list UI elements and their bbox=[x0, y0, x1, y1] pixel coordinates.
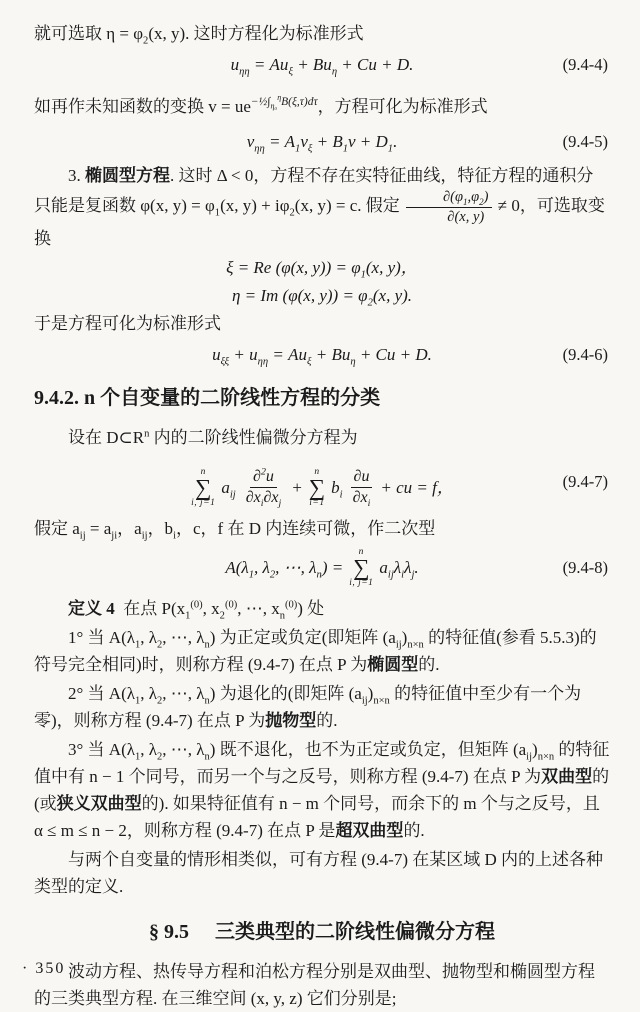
sum1-upper-limit: n bbox=[200, 467, 206, 478]
case-3-text-1: 3° 当 $A(\lambda_1$, $\lambda_2$, ⋯, $\lambda_n$) 既不退化，也不为正定或负定，但矩阵 $(a_{ij})_{n\times n}$ 的特征值中有 n − 1 个同号，而另一个与之反号，则称方程 (9.4-7) 在点 P 为 bbox=[34, 740, 610, 787]
equation-9-4-5 bbox=[34, 129, 610, 155]
equation-9-4-8 bbox=[34, 547, 610, 588]
equation-9-4-8-number: (9.4-8) bbox=[562, 557, 608, 577]
section-9-5-heading bbox=[34, 918, 610, 946]
second-derivative-denominator: $\partial x_i\partial x_j$ bbox=[245, 489, 282, 510]
jacobian-fraction bbox=[406, 189, 492, 225]
equation-9-4-6 bbox=[34, 342, 610, 368]
definition-4-line bbox=[34, 595, 610, 622]
jacobian-denominator: ∂(x, y) bbox=[447, 208, 485, 225]
quadratic-form-rhs: $a_{ij}\lambda_i\lambda_j$. bbox=[379, 557, 419, 581]
term-strict-hyperbolic: 狭义双曲型 bbox=[56, 794, 142, 814]
first-derivative-fraction bbox=[350, 468, 374, 508]
case-1-text: 1° 当 $A(\lambda_1$, $\lambda_2$, ⋯, $\lambda_n$) 为正定或负定(即矩阵 $(a_{ij})_{n\times n}$ 的特征值(参看 5.5.3)的符号完全相同)时，则称方程 (9.4-7) 在点 P 为 bbox=[34, 628, 597, 675]
equation-9-4-4 bbox=[34, 52, 610, 78]
sum3-lower-limit: i, j=1 bbox=[349, 578, 374, 589]
setup-line-text: 设在 $D\subset R^n$ 内的二阶线性偏微分方程为 bbox=[68, 428, 358, 448]
summation-symbol-3 bbox=[349, 547, 373, 588]
case-3-end: 的. bbox=[403, 821, 425, 841]
section-9-4-2-heading: 9.4.2. n 个自变量的二阶线性方程的分类 bbox=[34, 387, 381, 410]
standard-form-line bbox=[34, 310, 610, 337]
equation-9-4-6-number: (9.4-6) bbox=[562, 345, 608, 365]
section-9-5-intro-text: 波动方程、热传导方程和泊松方程分别是双曲型、抛物型和椭圆型方程的三类典型方程. 在三维空间 (x, y, z) 它们分别是; bbox=[34, 962, 595, 1009]
equation-9-4-4-body: $u_{\eta\eta} = Au_\xi + Bu_\eta + Cu + D$. bbox=[230, 55, 414, 78]
term-parabolic: 抛物型 bbox=[265, 711, 317, 731]
equation-9-4-5-number: (9.4-5) bbox=[562, 132, 608, 151]
sum1-lower-limit: i, j=1 bbox=[191, 498, 216, 509]
transform-post-text: ，方程可化为标准形式 bbox=[317, 97, 488, 116]
sum2-upper-limit: n bbox=[314, 467, 320, 478]
case-3-text-3: 的). 如果特征值有 n − m 个同号，而余下的 m 个与之反号，且 α ≤ m ≤ n − 2，则称方程 (9.4-7) 在点 P 是 bbox=[34, 794, 600, 841]
equation-9-4-7-number: (9.4-7) bbox=[562, 472, 608, 492]
first-derivative-denominator: $\partial x_i$ bbox=[352, 489, 371, 510]
assumption-line bbox=[34, 515, 610, 542]
coefficient-b-i: $b_i$ bbox=[331, 477, 343, 501]
term-elliptic-equation: 椭圆型方程 bbox=[85, 166, 170, 185]
section-9-5-intro bbox=[34, 958, 610, 1012]
equation-9-4-8-body bbox=[225, 547, 418, 588]
section-9-5-number: § 9.5 bbox=[149, 921, 189, 944]
elliptic-text-mid: . 这时 Δ < 0，方程不存在实特征曲线，特征方程的通积分只能是复函数 φ(x, $y) = \varphi_1(x$, $y) + i\varphi_2(x$, y) = c. 假定 bbox=[34, 166, 594, 219]
setup-line bbox=[34, 424, 610, 451]
sigma-icon: ∑ bbox=[353, 555, 370, 581]
page-number: · 350 · bbox=[22, 960, 79, 977]
case-2-end: 的. bbox=[316, 711, 338, 731]
equation-9-4-7-body bbox=[190, 467, 454, 508]
second-derivative-fraction bbox=[243, 468, 285, 508]
intro-line-1 bbox=[34, 20, 610, 47]
elliptic-type-paragraph bbox=[34, 162, 610, 252]
transform-pre-text: 如再作未知函数的变换 v = ue bbox=[34, 97, 251, 116]
assumption-line-text: 假定 $a_{ij} = a_{ji}$，$a_{ij}$，$b_i$，c，f 在 D 内连续可微，作二次型 bbox=[34, 519, 436, 542]
closing-paragraph bbox=[34, 846, 610, 900]
quadratic-form-lhs: $A(\lambda_1$, $\lambda_2$, ⋯, $\lambda_n$) = bbox=[225, 557, 344, 581]
equation-9-4-6-body: $u_{\xi\xi} + u_{\eta\eta} = Au_\xi + Bu_\eta + Cu + D$. bbox=[212, 345, 432, 368]
term-hyperbolic: 双曲型 bbox=[541, 767, 593, 787]
definition-4-text: 在点 $P(x_1^{(0)}$, $x_2^{(0)}$, ⋯, $x_n^{(0)}$) 处 bbox=[123, 599, 325, 622]
definition-case-2 bbox=[34, 680, 610, 734]
sigma-icon: ∑ bbox=[195, 475, 212, 501]
summation-symbol-1 bbox=[191, 467, 215, 508]
transform-eta-body: η = Im (φ(x, $y)) = \varphi_2(x$, y). bbox=[231, 286, 413, 309]
intro-line-1-text: 就可选取 $\eta = \varphi_2(x$, y). 这时方程化为标准形式 bbox=[34, 24, 364, 47]
second-derivative-numerator: ∂$^2$u bbox=[250, 468, 277, 488]
term-ultrahyperbolic: 超双曲型 bbox=[335, 821, 404, 841]
equation-9-4-4-number: (9.4-4) bbox=[562, 55, 608, 74]
plus-sign: + bbox=[291, 477, 303, 497]
first-derivative-numerator: ∂u bbox=[351, 468, 373, 488]
term-elliptic: 椭圆型 bbox=[367, 655, 419, 675]
case-2-text: 2° 当 $A(\lambda_1$, $\lambda_2$, ⋯, $\lambda_n$) 为退化的(即矩阵 $(a_{ij})_{n\times n}$ 的特征值中至少有一个为零)，则称方程 (9.4-7) 在点 P 为 bbox=[34, 684, 582, 731]
jacobian-numerator: $\partial(\varphi_1,\varphi_2)$ bbox=[406, 189, 492, 208]
elliptic-item-number: 3. bbox=[68, 166, 85, 185]
unknown-function-transform-line bbox=[34, 85, 610, 124]
case-3-text-2: 的(或 bbox=[34, 767, 610, 814]
equation-9-4-5-body: $v_{\eta\eta} = A_1v_\xi + B_1v + D_1$. bbox=[246, 132, 398, 155]
summation-symbol-2 bbox=[309, 467, 325, 508]
definition-case-1 bbox=[34, 624, 610, 678]
section-9-5-title: 三类典型的二阶线性偏微分方程 bbox=[215, 921, 495, 944]
definition-4-label: 定义 4 bbox=[68, 599, 115, 619]
definition-case-3 bbox=[34, 736, 610, 844]
elliptic-text-end: ≠ 0，可选取变换 bbox=[34, 196, 605, 249]
transform-eta-equation bbox=[34, 282, 610, 309]
transform-xi-equation bbox=[34, 254, 610, 281]
equation-9-4-7 bbox=[34, 456, 610, 508]
transform-xi-body: ξ = Re (φ(x, $y)) = \varphi_1(x$, y)， bbox=[226, 258, 418, 281]
standard-form-text: 于是方程可化为标准形式 bbox=[34, 314, 221, 334]
case-1-end: 的. bbox=[418, 655, 440, 675]
exponent-expression: −½∫η₀ηB(ξ,τ)dτ bbox=[250, 93, 318, 111]
closing-paragraph-text: 与两个自变量的情形相类似，可有方程 (9.4-7) 在某区域 D 内的上述各种类型的定义. bbox=[34, 850, 604, 897]
coefficient-a-ij: $a_{ij}$ bbox=[221, 477, 236, 501]
sum3-upper-limit: n bbox=[358, 547, 364, 558]
sum2-lower-limit: i=1 bbox=[309, 498, 325, 509]
equation-tail: + cu = f， bbox=[380, 477, 454, 497]
sigma-icon: ∑ bbox=[308, 475, 326, 501]
